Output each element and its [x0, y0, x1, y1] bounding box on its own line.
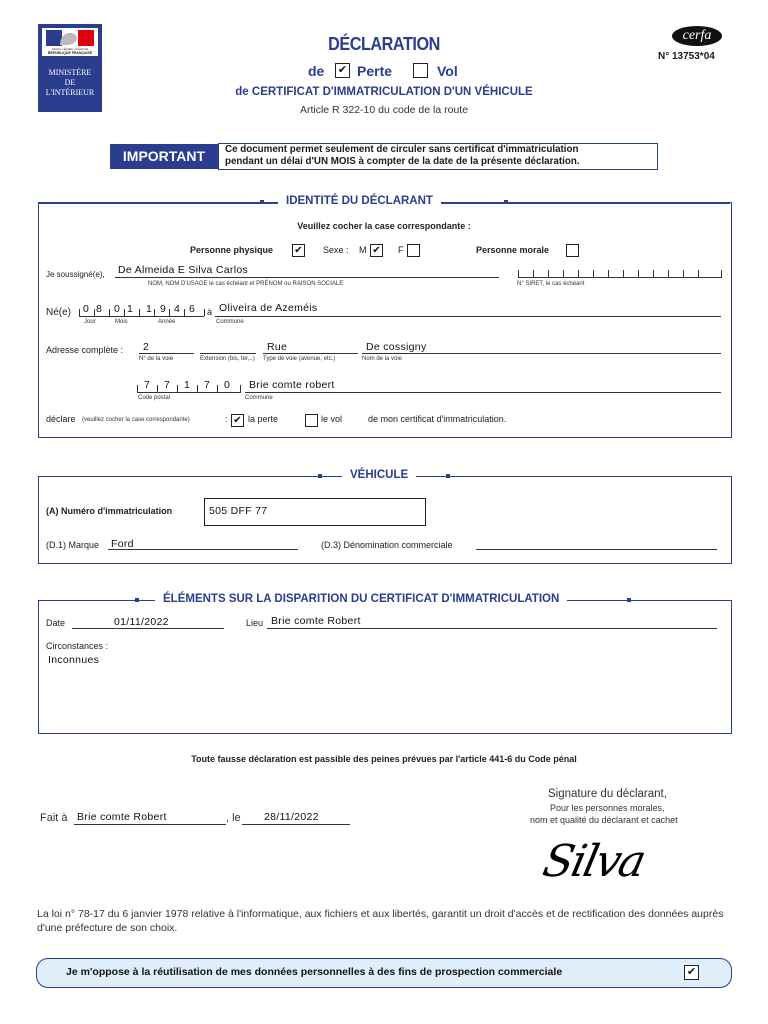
- penal-warning: Toute fausse déclaration est passible des peines prévues par l'article 441-6 du Code pénal: [191, 754, 577, 764]
- document-subtitle: de CERTIFICAT D'IMMATRICULATION D'UN VÉHICULE: [235, 86, 533, 98]
- personne-morale-label: Personne morale: [476, 245, 550, 255]
- personne-physique-checkbox[interactable]: ✔: [292, 244, 305, 257]
- cp-digit: 7: [144, 379, 151, 391]
- immat-label: (A) Numéro d'immatriculation: [46, 506, 173, 516]
- birth-digit: 6: [189, 303, 196, 315]
- logo-republique: RÉPUBLIQUE FRANÇAISE: [47, 51, 93, 55]
- lieu-label: Lieu: [246, 618, 264, 628]
- birth-digit: 4: [174, 303, 181, 315]
- extension-hint: Extension (bis, ter,..): [200, 356, 255, 362]
- logo-motto: Liberté • Égalité • Fraternité: [51, 47, 89, 51]
- nom-voie-hint: Nom de la voie: [362, 356, 403, 362]
- fait-le-label: , le: [226, 812, 241, 824]
- opposition-checkbox[interactable]: ✔: [684, 965, 699, 980]
- commune-hint: Commune: [216, 319, 244, 325]
- marque-value: Ford: [111, 538, 134, 550]
- le-vol-label: le vol: [321, 414, 343, 424]
- cp-commune-field[interactable]: [245, 391, 721, 393]
- cerfa-number: N° 13753*04: [658, 51, 715, 62]
- mois-hint: Mois: [115, 319, 128, 325]
- la-perte-checkbox[interactable]: ✔: [231, 414, 244, 427]
- article-ref: Article R 322-10 du code de la route: [299, 104, 469, 116]
- nom-voie-value: De cossigny: [366, 341, 427, 353]
- sexe-f-label: F: [398, 245, 404, 255]
- type-voie-value: Rue: [267, 341, 288, 353]
- siret-hint: N° SIRET, le cas échéant: [517, 281, 585, 287]
- cp-digit: 7: [164, 379, 171, 391]
- birth-commune-value: Oliveira de Azeméis: [219, 302, 318, 314]
- fait-date-value: 28/11/2022: [264, 811, 319, 823]
- cp-hint: Code postal: [138, 395, 171, 401]
- denom-field[interactable]: [476, 548, 717, 550]
- cerfa-badge: cerfa: [672, 26, 722, 46]
- cp-commune-hint: Commune: [245, 395, 273, 401]
- le-vol-checkbox[interactable]: [305, 414, 318, 427]
- code-postal-field[interactable]: [137, 391, 241, 393]
- fait-label: Fait à: [40, 812, 68, 824]
- type-voie-hint: Type de voie (avenue, etc.): [263, 356, 336, 362]
- perte-checkbox[interactable]: ✔: [335, 63, 350, 78]
- elements-title: ÉLÉMENTS SUR LA DISPARITION DU CERTIFICAT D'IMMATRICULATION: [155, 593, 567, 605]
- num-voie-value: 2: [143, 341, 150, 353]
- document-title: DÉCLARATION: [328, 34, 440, 54]
- circonstances-value[interactable]: Inconnues: [48, 654, 100, 666]
- loi-notice: La loi n° 78-17 du 6 janvier 1978 relative à l'informatique, aux fichiers et aux libertés, garantit un droit d'accès et de rectification des données auprès d'une préfecture de son choix.: [37, 908, 724, 934]
- personne-morale-checkbox[interactable]: [566, 244, 579, 257]
- birth-digit: 9: [160, 303, 167, 315]
- birth-digit: 0: [114, 303, 121, 315]
- birth-digit: 0: [83, 303, 90, 315]
- identite-title: IDENTITÉ DU DÉCLARANT: [278, 195, 441, 207]
- lieu-value: Brie comte Robert: [271, 615, 361, 627]
- vol-checkbox[interactable]: [413, 63, 428, 78]
- signature-sub1: Pour les personnes morales,: [550, 803, 665, 813]
- perte-label: Perte: [357, 63, 393, 79]
- important-line1: Ce document permet seulement de circuler sans certificat d'immatriculation: [225, 144, 579, 155]
- identite-section: [38, 202, 732, 438]
- sexe-m-label: M: [359, 245, 367, 255]
- extension-field[interactable]: [200, 352, 256, 354]
- jour-hint: Jour: [84, 319, 96, 325]
- cp-digit: 7: [204, 379, 211, 391]
- immat-value: 505 DFF 77: [209, 505, 268, 517]
- birth-digit: 1: [127, 303, 134, 315]
- fait-place-value: Brie comte Robert: [77, 811, 167, 823]
- signature-sub2: nom et qualité du déclarant et cachet: [530, 815, 678, 825]
- vol-label: Vol: [437, 63, 458, 79]
- personne-physique-label: Personne physique: [190, 245, 274, 255]
- circonstances-label: Circonstances :: [46, 641, 109, 651]
- birth-date-field[interactable]: [79, 315, 204, 317]
- denom-label: (D.3) Dénomination commerciale: [321, 540, 453, 550]
- declare-hint: (veuillez cocher la case correspondante): [82, 417, 190, 423]
- ministry-name: MINISTÈRE DE L'INTÉRIEUR: [45, 68, 95, 97]
- ne-label: Né(e): [46, 307, 72, 318]
- important-line2: pendant un délai d'UN MOIS à compter de la date de la présente déclaration.: [225, 156, 580, 167]
- sexe-label: Sexe :: [323, 245, 349, 255]
- a-label: à: [207, 307, 213, 317]
- adresse-label: Adresse complète :: [46, 345, 124, 355]
- signature-title: Signature du déclarant,: [548, 788, 667, 800]
- vehicule-title: VÉHICULE: [342, 469, 416, 481]
- birth-digit: 1: [146, 303, 153, 315]
- cp-digit: 1: [184, 379, 191, 391]
- signature-image: Silva: [538, 836, 649, 887]
- sexe-m-checkbox[interactable]: ✔: [370, 244, 383, 257]
- la-perte-label: la perte: [248, 414, 279, 424]
- fait-date-field[interactable]: [242, 823, 350, 825]
- lieu-field[interactable]: [267, 627, 717, 629]
- cp-commune-value: Brie comte robert: [249, 379, 335, 391]
- opposition-text: Je m'oppose à la réutilisation de mes données personnelles à des fins de prospection commerciale: [66, 966, 563, 978]
- sexe-f-checkbox[interactable]: [407, 244, 420, 257]
- de-label: de: [308, 63, 325, 79]
- identite-instruction: Veuillez cocher la case correspondante :: [297, 221, 471, 231]
- birth-commune-field[interactable]: [215, 315, 721, 317]
- soussigne-label: Je soussigné(e),: [46, 270, 105, 279]
- date-label: Date: [46, 618, 66, 628]
- declare-end: de mon certificat d'immatriculation.: [368, 414, 507, 424]
- fait-place-field[interactable]: [74, 823, 226, 825]
- annee-hint: Année: [158, 319, 176, 325]
- declare-label: déclare: [46, 414, 76, 424]
- marque-field[interactable]: [108, 548, 298, 550]
- soussigne-value: De Almeida E Silva Carlos: [118, 264, 249, 276]
- num-voie-hint: N° de la voie: [139, 356, 174, 362]
- date-value: 01/11/2022: [114, 616, 169, 628]
- marque-label: (D.1) Marque: [46, 540, 100, 550]
- soussigne-field[interactable]: [115, 276, 499, 278]
- declare-colon: :: [225, 414, 228, 424]
- soussigne-hint: NOM, NOM D'USAGE le cas échéant et PRÉNOM ou RAISON SOCIALE: [148, 281, 344, 287]
- cp-digit: 0: [224, 379, 231, 391]
- birth-digit: 8: [96, 303, 103, 315]
- important-label: IMPORTANT: [110, 144, 218, 169]
